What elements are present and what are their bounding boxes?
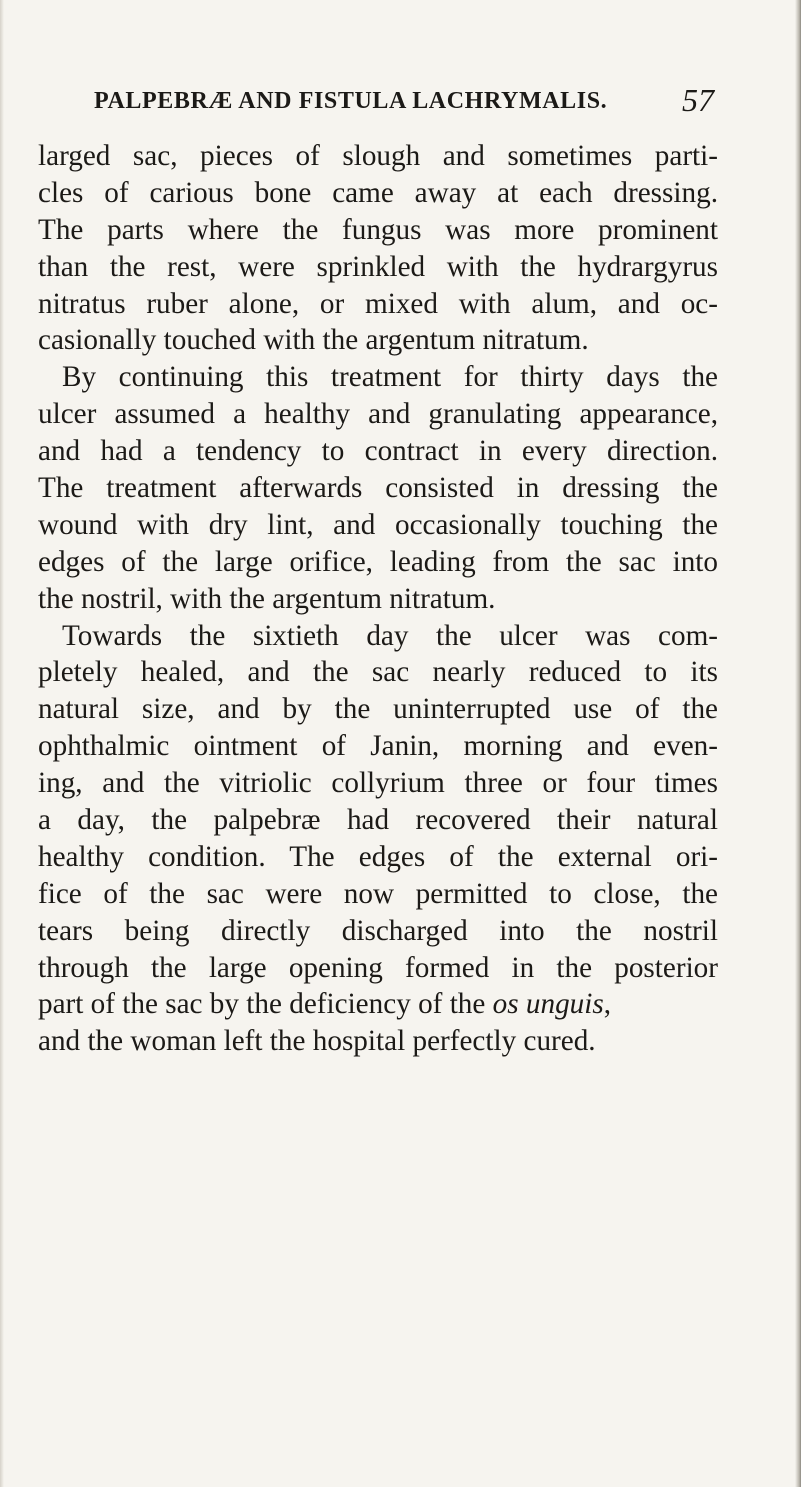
- text-line: a day, the palpebræ had recovered their natural: [38, 804, 718, 837]
- text-line: through the large opening formed in the posterior: [38, 951, 718, 984]
- text-line: ing, and the vitriolic collyrium three or four times: [38, 767, 718, 800]
- italic-term: os unguis: [492, 988, 604, 1021]
- text-line: tears being directly discharged into the nostril: [38, 914, 718, 947]
- text-line: wound with dry lint, and occasionally touching the: [38, 508, 718, 541]
- text-line: Towards the sixtieth day the ulcer was com-: [62, 619, 718, 652]
- line-text-after: ,: [603, 988, 612, 1021]
- text-line: The parts where the fungus was more prominent: [38, 213, 718, 246]
- text-line: than the rest, were sprinkled with the hydrargyrus: [38, 250, 718, 283]
- text-line: the nostril, with the argentum nitratum.: [38, 582, 496, 615]
- text-line: natural size, and by the uninterrupted use of the: [38, 693, 718, 726]
- text-line: edges of the large orifice, leading from the sac into: [38, 545, 718, 578]
- text-line: casionally touched with the argentum nitratum.: [38, 324, 589, 357]
- text-line: ulcer assumed a healthy and granulating appearance,: [38, 398, 718, 431]
- text-line: fice of the sac were now permitted to close, the: [38, 877, 718, 910]
- body-text: [38, 138, 718, 1060]
- running-head: [94, 82, 714, 122]
- page-number: 57: [682, 82, 714, 118]
- running-title: PALPEBRÆ AND FISTULA LACHRYMALIS.: [94, 88, 608, 114]
- text-line: The treatment afterwards consisted in dressing the: [38, 472, 718, 505]
- text-line: nitratus ruber alone, or mixed with alum, and oc-: [38, 287, 718, 320]
- text-line-italic: [38, 986, 718, 1023]
- line-text-before: part of the sac by the deficiency of the: [38, 988, 486, 1021]
- text-line: pletely healed, and the sac nearly reduced to its: [38, 656, 718, 689]
- text-segment: [38, 986, 611, 1023]
- page-left-edge: [0, 0, 4, 1487]
- text-line: and had a tendency to contract in every direction.: [38, 435, 718, 468]
- text-line: and the woman left the hospital perfectly cured.: [38, 1025, 596, 1058]
- page-right-edge: [795, 0, 801, 1487]
- text-line: By continuing this treatment for thirty days the: [62, 361, 718, 394]
- text-line: cles of carious bone came away at each dressing.: [38, 176, 718, 209]
- text-line: healthy condition. The edges of the external ori-: [38, 840, 718, 873]
- text-line: ophthalmic ointment of Janin, morning and even-: [38, 730, 718, 763]
- text-line: larged sac, pieces of slough and sometimes parti-: [38, 140, 718, 172]
